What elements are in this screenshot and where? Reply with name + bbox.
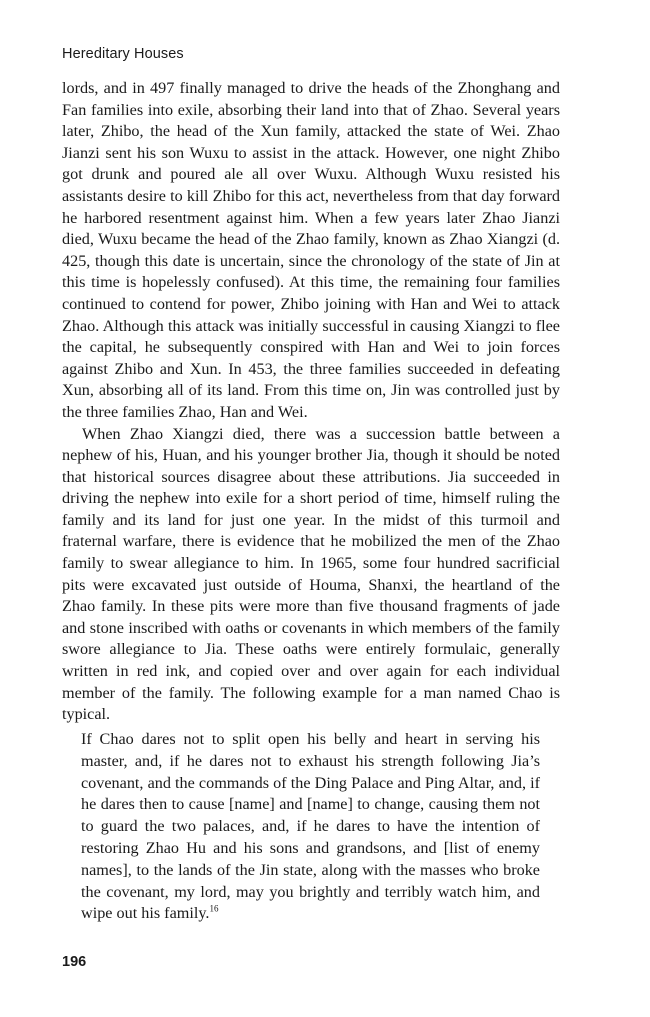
block-quote	[81, 729, 540, 925]
footnote-reference[interactable]: 16	[209, 903, 219, 914]
paragraph: When Zhao Xiangzi died, there was a succession battle between a nephew of his, Huan, and his younger brother Jia, though it should be noted that historical sources disagree about these attributions. Jia succeeded in driving the nephew into exile for a short period of time, himself ruling the family and its land for just one year. In the midst of this turmoil and fraternal warfare, there is evidence that he mobilized the men of the Zhao family to swear allegiance to him. In 1965, some four hundred sacrificial pits were excavated just outside of Houma, Shanxi, the heartland of the Zhao family. In these pits were more than five thousand fragments of jade and stone inscribed with oaths or covenants in which members of the family swore allegiance to Jia. These oaths were entirely formulaic, generally written in red ink, and copied over and over again for each individual member of the family. The following example for a man named Chao is typical.	[62, 424, 560, 724]
body-text	[62, 78, 560, 726]
running-head: Hereditary Houses	[62, 46, 184, 62]
quote-text: If Chao dares not to split open his belly and heart in serving his master, and, if he dares not to exhaust his strength following Jia’s covenant, and the commands of the Ding Palace and Ping Altar, and, if he dares then to cause [name] and [name] to change, causing them not to guard the two palaces, and, if he dares to have the intention of restoring Zhao Hu and his sons and grandsons, and [list of enemy names], to the lands of the Jin state, along with the masses who broke the covenant, my lord, may you brightly and terribly watch him, and wipe out his family.	[81, 730, 540, 923]
paragraph: lords, and in 497 finally managed to drive the heads of the Zhonghang and Fan families into exile, absorbing their land into that of Zhao. Several years later, Zhibo, the head of the Xun family, attacked the state of Wei. Zhao Jianzi sent his son Wuxu to assist in the attack. However, one night Zhibo got drunk and poured ale all over Wuxu. Although Wuxu resisted his assistants desire to kill Zhibo for this act, nevertheless from that day forward he harbored resentment against him. When a few years later Zhao Jianzi died, Wuxu became the head of the Zhao family, known as Zhao Xiangzi (d. 425, though this date is uncertain, since the chronology of the state of Jin at this time is hopelessly confused). At this time, the remaining four families continued to contend for power, Zhibo joining with Han and Wei to attack Zhao. Although this attack was initially successful in causing Xiangzi to flee the capital, he subsequently conspired with Han and Wei to join forces against Zhibo and Xun. In 453, the three families succeeded in defeating Xun, absorbing all of its land. From this time on, Jin was controlled just by the three families Zhao, Han and Wei.	[62, 79, 560, 421]
page-number: 196	[62, 954, 87, 970]
